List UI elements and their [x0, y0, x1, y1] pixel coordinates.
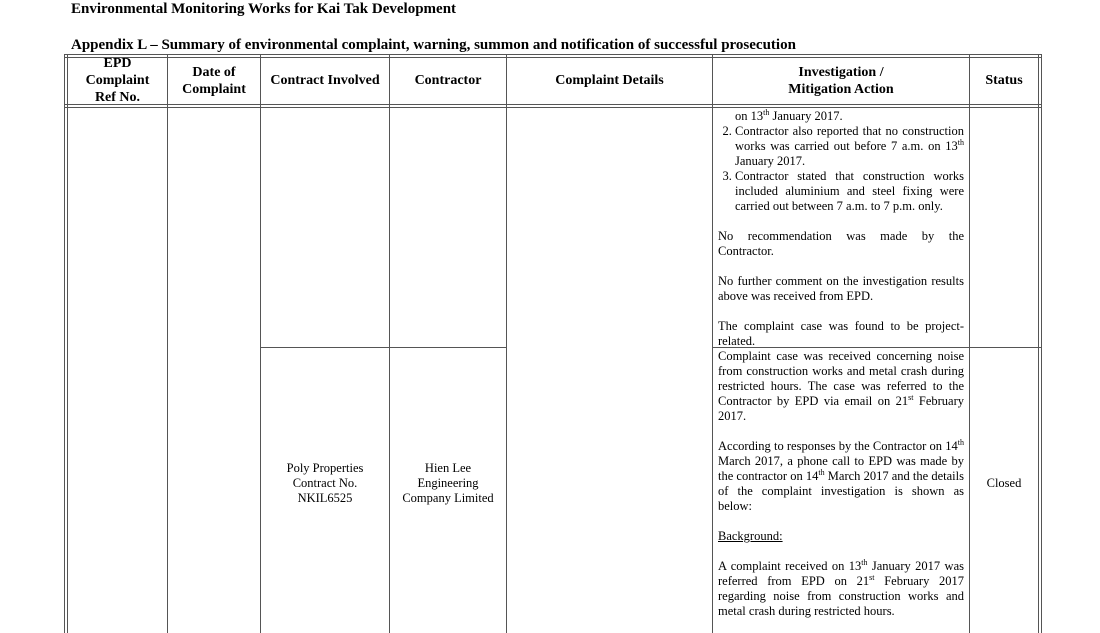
row2-para-received [718, 349, 964, 424]
row2-contract-line1: Poly Properties [286, 461, 364, 475]
header-action-line1: Investigation / [798, 64, 884, 80]
header-contract [261, 57, 389, 104]
header-details-label: Complaint Details [555, 73, 664, 88]
row2-contractor-line2: Engineering [417, 476, 479, 490]
row2-background-label: Background: [718, 529, 783, 543]
row1-item2-post: January 2017. [735, 154, 806, 168]
row2-p1-sup: st [908, 392, 914, 402]
header-contractor-label: Contractor [414, 73, 482, 88]
row2-p2-sup1: th [957, 437, 964, 447]
row2-p3-a: A complaint received on 13 [718, 559, 862, 573]
row1-cont-pre: on 13 [735, 109, 764, 123]
row2-background-heading [718, 529, 964, 544]
header-date [168, 57, 260, 104]
row2-status: Closed [986, 476, 1022, 490]
row1-para-epd-comment: No further comment on the investigation results above was received from EPD. [718, 274, 964, 303]
header-epd-ref-line1: EPD [103, 56, 132, 71]
row2-p2-a: According to responses by the Contractor on 14 [718, 439, 958, 453]
header-epd-ref [68, 57, 167, 104]
row2-p2-sup2: th [818, 467, 825, 477]
row2-p2-b: March 2017, a phone call to EPD was made by the contractor on 14 [718, 454, 964, 483]
header-details [507, 57, 712, 104]
row2-para-responses [718, 439, 964, 514]
header-contractor [390, 57, 506, 104]
row2-p1-post: February 2017. [718, 394, 965, 423]
row2-action-cell [718, 349, 964, 619]
row1-cont-post: January 2017. [769, 109, 843, 123]
row2-contract-line2: Contract No. [292, 476, 358, 490]
list-item [735, 124, 964, 169]
header-action [713, 57, 969, 104]
row1-item3: Contractor stated that construction works included aluminium and steel fixing were carried out between 7 a.m. to 7 p.m. only. [735, 169, 964, 213]
row2-p2-c: March 2017 and the details of the complaint investigation is shown as below: [718, 469, 964, 513]
list-item [735, 169, 964, 214]
row2-contract-line3: NKIL6525 [297, 491, 353, 505]
row1-action-cell [718, 109, 964, 349]
row2-para-background [718, 559, 964, 619]
header-epd-ref-line2: Complaint [85, 73, 150, 88]
header-contract-label: Contract Involved [270, 73, 380, 88]
row2-contractor-line3: Company Limited [402, 491, 494, 505]
row1-item2-pre: Contractor also reported that no construction works was carried out before 7 a.m. on 13 [735, 124, 964, 153]
row1-action-list [718, 124, 964, 214]
row2-contractor-cell [390, 461, 506, 506]
row2-status-cell [970, 476, 1038, 491]
complaint-table [64, 54, 1042, 633]
appendix-title: Appendix L – Summary of environmental complaint, warning, summon and notification of successful prosecution [71, 37, 796, 53]
row1-para-project-related: The complaint case was found to be project-related. [718, 319, 964, 348]
header-action-line2: Mitigation Action [788, 81, 894, 97]
row1-item2-sup: th [957, 137, 964, 147]
header-status [970, 57, 1038, 104]
row1-continuation [718, 109, 964, 124]
row2-p3-sup1: th [861, 557, 868, 567]
header-epd-ref-line3: Ref No. [94, 90, 141, 105]
row1-cont-sup: th [763, 107, 770, 117]
row2-contract-cell [261, 461, 389, 506]
row2-p3-b: January 2017 was referred from EPD on 21 [718, 559, 964, 588]
row1-para-recommendation: No recommendation was made by the Contractor. [718, 229, 964, 258]
row2-p3-c: February 2017 regarding noise from construction works and metal crash during restricted hours. [718, 574, 964, 618]
header-date-line1: Date of [192, 64, 236, 80]
header-status-label: Status [985, 73, 1023, 88]
header-date-line2: Complaint [182, 81, 246, 97]
document-title: Environmental Monitoring Works for Kai Tak Development [71, 1, 457, 17]
row2-p1-pre: Complaint case was received concerning noise from construction works and metal crash during restricted hours. The case was referred to the Contractor by EPD via email on 21 [718, 349, 964, 408]
row2-p3-sup2: st [869, 572, 875, 582]
row2-contractor-line1: Hien Lee [424, 461, 472, 475]
